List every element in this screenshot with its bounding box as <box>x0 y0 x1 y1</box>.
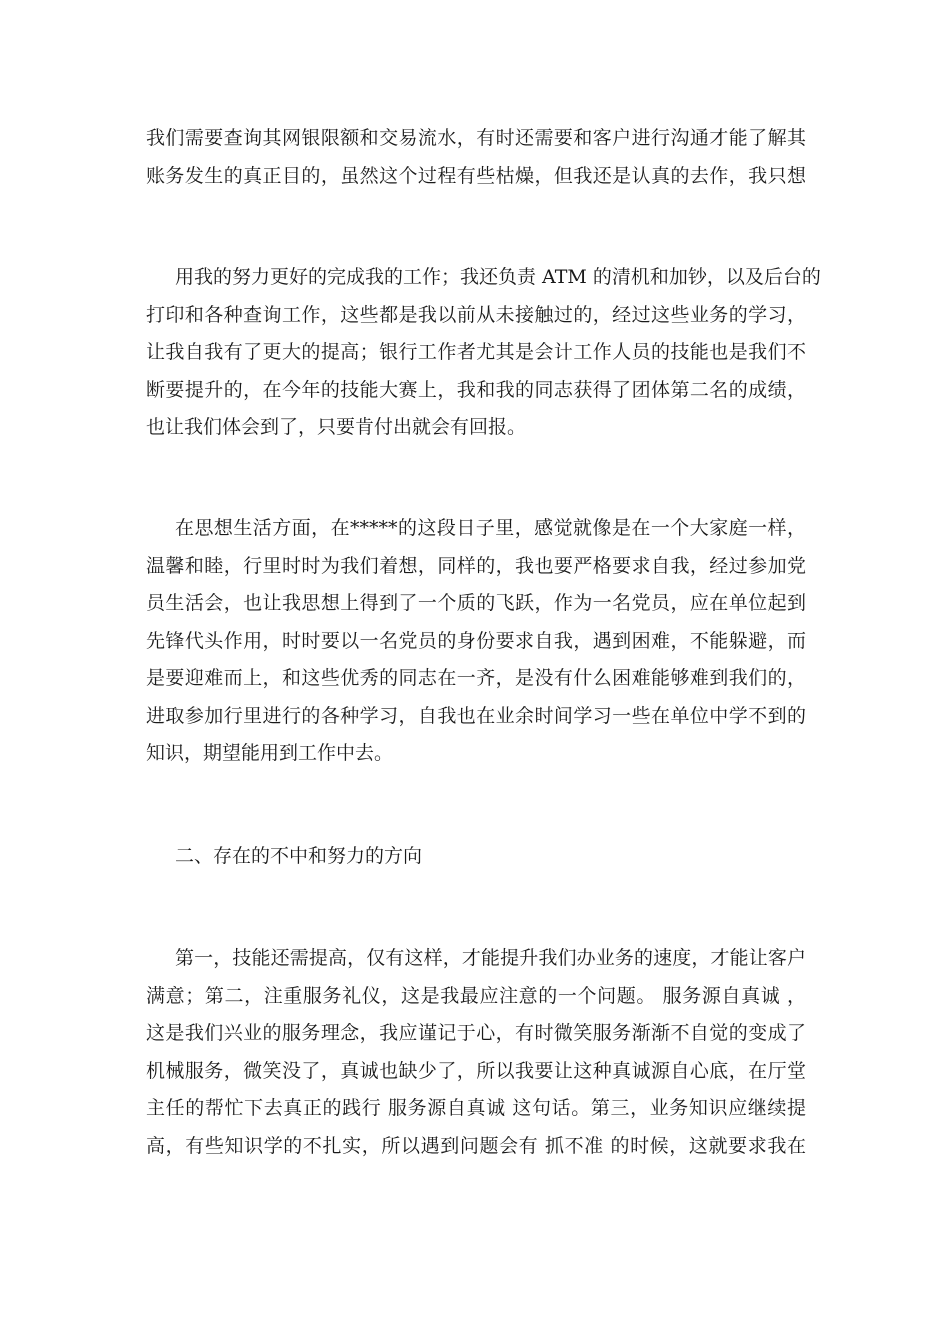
paragraph-2 <box>146 259 821 447</box>
text-line: 满意；第二，注重服务礼仪，这是我最应注意的一个问题。 服务源自真诚 ， <box>146 984 806 1007</box>
text-line: 知识，期望能用到工作中去。 <box>146 742 394 764</box>
text-line: 让我自我有了更大的提高；银行工作者尤其是会计工作人员的技能也是我们不 <box>146 341 806 363</box>
text-line: 账务发生的真正目的，虽然这个过程有些枯燥，但我还是认真的去作，我只想 <box>146 164 806 187</box>
text-line: 打印和各种查询工作，这些都是我以前从未接触过的，经过这些业务的学习， <box>146 303 806 326</box>
text-line: 主任的帮忙下去真正的践行 服务源自真诚 这句话。第三，业务知识应继续提 <box>146 1097 806 1119</box>
text-line: 先锋代头作用，时时要以一名党员的身份要求自我，遇到困难，不能躲避，而 <box>146 629 806 652</box>
paragraph-3 <box>146 510 806 773</box>
text-line: 员生活会，也让我思想上得到了一个质的飞跃，作为一名党员，应在单位起到 <box>146 592 806 614</box>
paragraph-1 <box>146 120 806 195</box>
heading-text: 二、存在的不中和努力的方向 <box>175 845 423 867</box>
text-line: 也让我们体会到了，只要肯付出就会有回报。 <box>146 416 527 438</box>
text-line: 用我的努力更好的完成我的工作；我还负责 ATM 的清机和加钞，以及后台的 <box>175 266 821 288</box>
section-heading <box>146 838 806 876</box>
text-line: 机械服务，微笑没了，真诚也缺少了，所以我要让这种真诚源自心底，在厅堂 <box>146 1059 806 1082</box>
text-line: 第一，技能还需提高，仅有这样，才能提升我们办业务的速度，才能让客户 <box>175 947 806 969</box>
text-line: 断要提升的，在今年的技能大赛上，我和我的同志获得了团体第二名的成绩， <box>146 378 806 401</box>
text-line: 进取参加行里进行的各种学习，自我也在业余时间学习一些在单位中学不到的 <box>146 704 806 727</box>
text-line: 我们需要查询其网银限额和交易流水，有时还需要和客户进行沟通才能了解其 <box>146 127 806 149</box>
text-line: 这是我们兴业的服务理念，我应谨记于心，有时微笑服务渐渐不自觉的变成了 <box>146 1022 806 1044</box>
text-line: 温馨和睦，行里时时为我们着想，同样的，我也要严格要求自我，经过参加党 <box>146 554 806 577</box>
text-line: 高，有些知识学的不扎实，所以遇到问题会有 抓不准 的时候，这就要求我在 <box>146 1134 806 1157</box>
paragraph-5 <box>146 940 806 1165</box>
text-line: 是要迎难而上，和这些优秀的同志在一齐，是没有什么困难能够难到我们的， <box>146 667 806 689</box>
text-line: 在思想生活方面，在*****的这段日子里，感觉就像是在一个大家庭一样， <box>175 517 806 539</box>
